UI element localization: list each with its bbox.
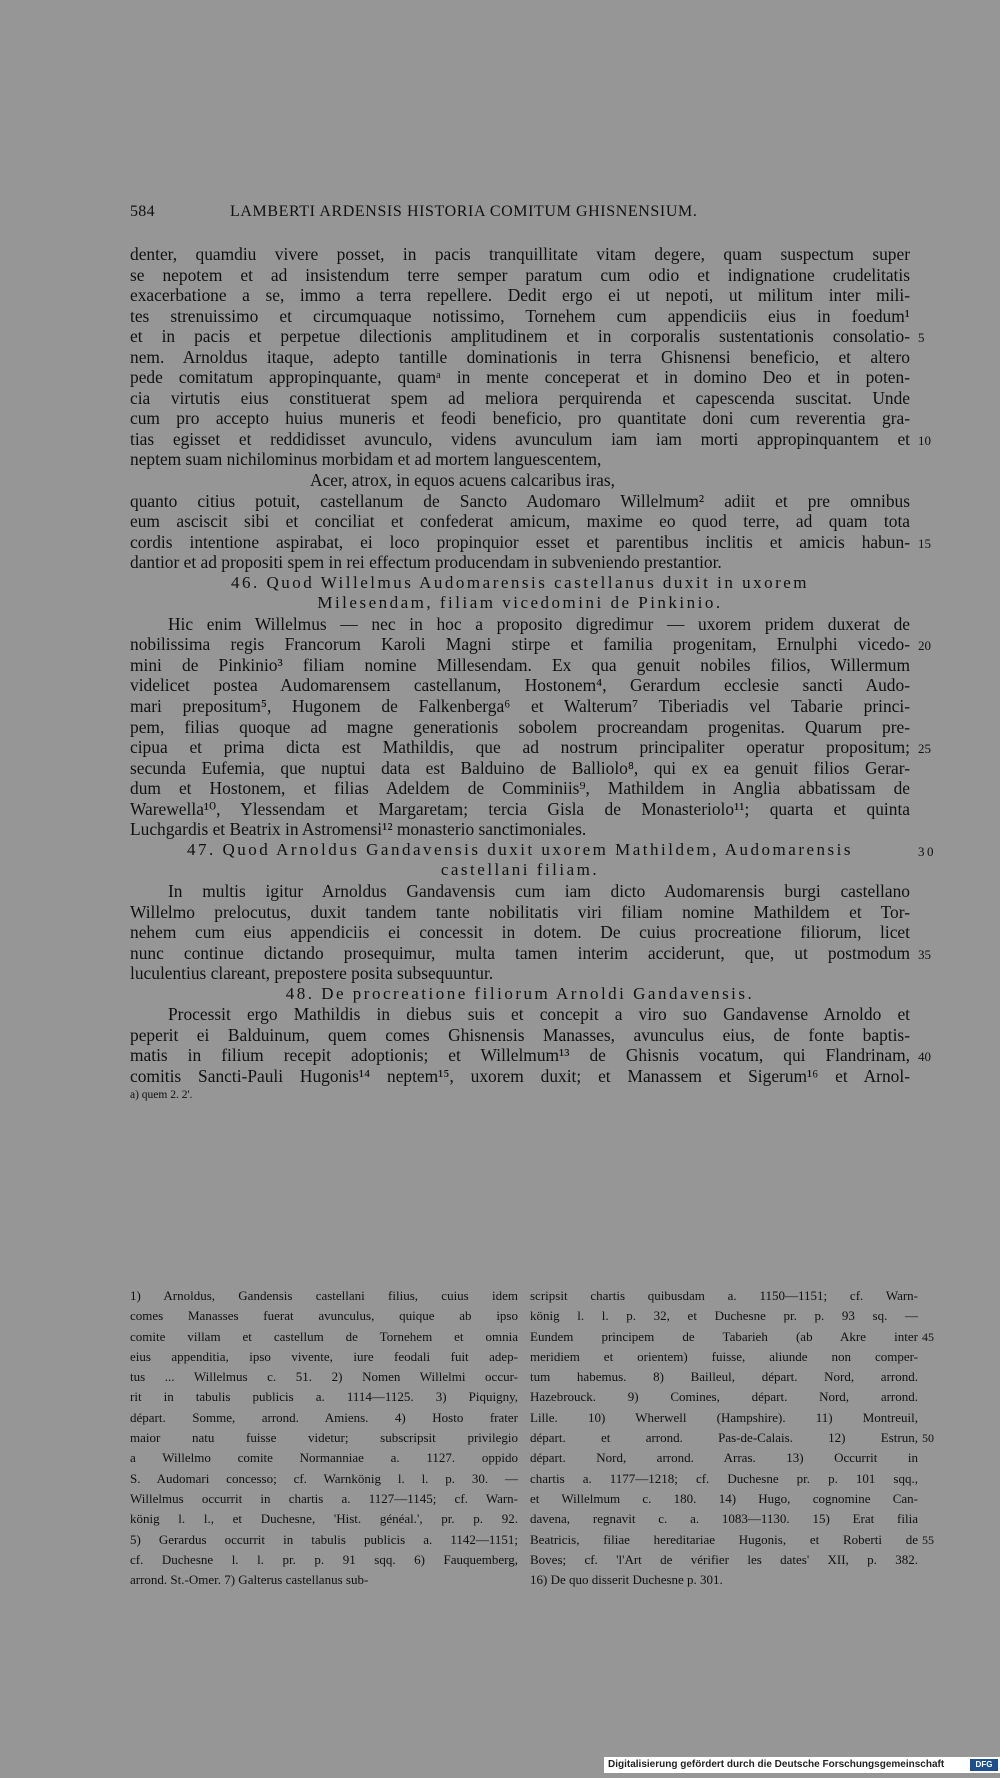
footnote-line	[130, 1286, 518, 1306]
text-line-text: nunc continue dictando prosequimur, multa tamen interim acciderunt, que, ut postmodum	[130, 942, 910, 963]
footnote-line-text: könig l. l., et Duchesne, 'Hist. généal.', pr. p. 92.	[130, 1511, 518, 1527]
text-line-text: nehem cum eius appendiciis ei concessit in dotem. De cuius procreatione filiorum, licet	[130, 922, 910, 943]
text-line-text: cordis intentione aspirabat, ei loco propinquior esset et parentibus inclitis et amicis habun-	[130, 531, 910, 552]
line-number: 20	[918, 638, 931, 654]
text-line-text: pede comitatum appropinquante, quamᵃ in mente conceperat et in domino Deo et in poten-	[130, 367, 910, 388]
text-line	[130, 942, 931, 964]
text-line	[130, 244, 910, 265]
text-line	[130, 717, 910, 738]
text-line	[130, 1045, 931, 1066]
footnote-line-text: comite villam et castellum de Tornehem et omnia	[130, 1328, 518, 1344]
footnote-line-text: eius appenditia, ipso vivente, iure feodali fuit adep-	[130, 1348, 518, 1364]
text-line-text: videlicet postea Audomarensem castellanum, Hostonem⁴, Gerardum ecclesie sancti Audo-	[130, 675, 910, 696]
footnote-line-text: könig l. l. p. 32, et Duchesne pr. p. 93 sq. —	[530, 1308, 918, 1324]
text-line	[130, 963, 910, 984]
footnote-line-text: Eundem principem de Tabarieh (ab Akre inter	[530, 1328, 918, 1344]
text-line-text: peperit ei Balduinum, quem comes Ghisnensis Manasses, avunculus eius, de fonte baptis-	[130, 1024, 910, 1045]
text-line-text: secunda Eufemia, que nuptui data est Balduino de Balliolo⁸, qui ex ea genuit filios Gerar-	[130, 757, 910, 778]
text-line-text: luculentius clareant, prepostere posita subsequuntur.	[130, 963, 494, 984]
footnote-line	[130, 1448, 518, 1468]
running-title: LAMBERTI ARDENSIS HISTORIA COMITUM GHISNENSIUM.	[230, 203, 698, 220]
footnote-line-text: scripsit chartis quibusdam a. 1150—1151; cf. Warn-	[530, 1288, 918, 1303]
footnote-line-text: départ. Somme, arrond. Amiens. 4) Hosto frater	[130, 1409, 518, 1425]
footnote-line	[130, 1367, 518, 1387]
footnote-line	[530, 1448, 918, 1468]
footnote-line	[130, 1306, 518, 1326]
footnote-line-text: 1) Arnoldus, Gandensis castellani filius, cuius idem	[130, 1288, 518, 1303]
footnote-line-text: comes Manasses fuerat avunculus, quique ab ipso	[130, 1308, 518, 1324]
footnote-line	[530, 1367, 918, 1387]
text-line	[130, 367, 910, 388]
text-line	[130, 531, 931, 553]
line-number: 15	[918, 535, 931, 551]
text-line	[130, 428, 931, 450]
footnote-line-text: davena, regnavit c. a. 1083—1130. 15) Erat filia	[530, 1511, 918, 1527]
chapter-47-text	[130, 880, 931, 984]
chapter-heading-47	[130, 839, 936, 881]
line-number: 10	[918, 432, 931, 448]
text-line	[130, 347, 910, 368]
footnote-line-text: 5) Gerardus occurrit in tabulis publicis a. 1142—1151;	[130, 1531, 518, 1547]
text-line	[130, 1066, 910, 1087]
footnote-line	[130, 1347, 518, 1367]
text-line-text: quanto citius potuit, castellanum de Sancto Audomaro Willelmum² adiit et pre omnibus	[130, 490, 910, 511]
text-line-text: dantior et ad propositi spem in rei effectum producendam in subveniendo prestantior.	[130, 552, 722, 573]
footnote-line-text: arrond. St.-Omer. 7) Galterus castellanus sub-	[130, 1572, 369, 1588]
line-number: 5	[918, 330, 925, 346]
paragraph-continuation	[130, 244, 931, 573]
text-line-text: In multis igitur Arnoldus Gandavensis cum iam dicto Audomarensis burgi castellano	[168, 880, 910, 901]
text-line	[130, 408, 910, 429]
footnote-line	[130, 1530, 518, 1550]
main-text	[130, 244, 936, 1104]
text-line	[130, 737, 931, 758]
footnote-line	[130, 1570, 518, 1590]
text-line-text: se nepotem et ad insistendum terre semper paratum cum odio et indignatione crudelitatis	[130, 264, 910, 285]
text-line-text: Willelmo prelocutus, duxit tandem tante nobilitatis viri filiam nomine Mathildem et Tor-	[130, 901, 910, 922]
digitization-footer	[604, 1757, 1000, 1773]
dfg-logo: DFG	[970, 1759, 998, 1771]
line-number: 50	[922, 1431, 934, 1446]
chapter-heading-46	[130, 573, 910, 614]
footnote-line	[530, 1509, 918, 1529]
footnote-line-text: départ. Nord, arrond. Arras. 13) Occurrit in	[530, 1450, 918, 1466]
text-line-text: Acer, atrox, in equos acuens calcaribus iras,	[310, 470, 615, 491]
text-line-text: nem. Arnoldus itaque, adepto tantille dominationis in terra Ghisnensi beneficio, et altero	[130, 346, 910, 367]
text-line-text: exacerbatione a se, immo a terra repellere. Dedit ergo ei ut nepoti, ut militum inter mili-	[130, 285, 910, 306]
text-line	[130, 819, 910, 840]
text-line	[130, 306, 910, 327]
footnote-line-text: a Willelmo comite Normanniae a. 1127. oppido	[130, 1450, 518, 1466]
footnote-line-text: Hazebrouck. 9) Comines, départ. Nord, arrond.	[530, 1389, 918, 1405]
footnote-line	[530, 1550, 918, 1570]
footnote-line-text: cf. Duchesne l. l. pr. p. 91 sqq. 6) Fauquemberg,	[130, 1551, 518, 1567]
footnote-line	[530, 1387, 918, 1407]
line-number: 55	[922, 1532, 934, 1547]
text-line-text: Luchgardis et Beatrix in Astromensi¹² monasterio sanctimoniales.	[130, 819, 587, 840]
text-line-text: mari prepositum⁵, Hugonem de Falkenberga⁶ et Walterum⁷ Tiberiadis vel Tabarie princi-	[130, 696, 910, 717]
footnote-line	[530, 1327, 934, 1347]
footnotes-left-column	[130, 1286, 518, 1590]
text-line-text: neptem suam nichilominus morbidam et ad mortem languescentem,	[130, 449, 602, 470]
text-line-text: tes strenuissimo et circumquaque notissimo, Tornehem cum appendiciis eius in foedum¹	[130, 305, 910, 326]
chapter-heading-48	[130, 984, 910, 1005]
footnote-line	[530, 1570, 918, 1590]
footnote-line	[530, 1408, 918, 1428]
text-line-text: mini de Pinkinio³ filiam nomine Millesendam. Ex qua genuit nobiles filios, Willermum	[130, 654, 910, 675]
line-number: 35	[918, 946, 931, 962]
footnote-line-text: meridiem et orientem) fuisse, aliunde non comper-	[530, 1348, 918, 1364]
line-number: 30	[918, 843, 936, 859]
line-number: 45	[922, 1329, 934, 1344]
line-number: 40	[918, 1049, 931, 1065]
text-line-text: Hic enim Willelmus — nec in hoc a proposito digredimur — uxorem pridem duxerat de	[168, 613, 910, 634]
footnote-line-text: chartis a. 1177—1218; cf. Duchesne pr. p. 101 sqq.,	[530, 1470, 918, 1486]
text-line-text: et in pacis et perpetue dilectionis amplitudinem et in corporalis sustentationis consolatio-	[130, 326, 910, 347]
text-line	[130, 922, 910, 943]
text-line-text: cia virtutis eius constituerat spem ad meliora perquirenda et capescenda suscitat. Unde	[130, 387, 910, 408]
line-number: 25	[918, 741, 931, 757]
footnote-line	[130, 1489, 518, 1509]
text-line	[130, 614, 910, 635]
heading-line: castellani filiam.	[440, 860, 600, 880]
footnote-line-text: Willelmus occurrit in chartis a. 1127—1145; cf. Warn-	[130, 1490, 518, 1506]
footnote-line	[530, 1530, 934, 1550]
text-line	[130, 285, 910, 306]
footnote-line	[130, 1327, 518, 1347]
footnote-line	[530, 1286, 918, 1306]
footer-text: Digitalisierung gefördert durch die Deutsche Forschungsgemeinschaft	[608, 1759, 945, 1770]
text-line-text: denter, quamdiu vivere posset, in pacis tranquillitate vitam degere, quam suspectum super	[130, 244, 910, 264]
text-line-text: matis in filium recepit adoptionis; et Willelmum¹³ de Ghisnis vocatum, qui Flandrinam,	[130, 1045, 910, 1066]
footnote-line	[130, 1550, 518, 1570]
text-line	[130, 1004, 910, 1025]
text-line	[130, 655, 910, 676]
text-line	[130, 326, 925, 347]
variant-note: a) quem 2. 2'.	[130, 1089, 193, 1102]
text-line	[130, 449, 910, 470]
text-line	[130, 1025, 910, 1046]
text-line	[130, 388, 910, 409]
footnote-line	[130, 1469, 518, 1489]
text-line-text: cipua et prima dicta est Mathildis, que ad nostrum principaliter operatur propositum;	[130, 737, 910, 758]
footnote-line-text: 16) De quo disserit Duchesne p. 301.	[530, 1572, 723, 1588]
footnote-line-text: maior natu fuisse videtur; subscripsit privilegio	[130, 1430, 518, 1446]
footnote-line	[130, 1509, 518, 1529]
heading-line	[130, 839, 936, 861]
footnote-line	[530, 1347, 918, 1367]
heading-line-text: 47. Quod Arnoldus Gandavensis duxit uxorem Mathildem, Audomarensis	[187, 839, 853, 859]
footnote-line	[530, 1469, 918, 1489]
footnote-line-text: rit in tabulis publicis a. 1114—1125. 3) Piquigny,	[130, 1389, 518, 1405]
text-line-text: dum et Hostonem, et filias Adeldem de Comminiis⁹, Mathildem in Anglia abbatissam de	[130, 778, 910, 799]
heading-line: 46. Quod Willelmus Audomarensis castellanus duxit in uxorem	[230, 572, 810, 592]
text-line	[130, 778, 910, 799]
footnote-line-text: Beatricis, filiae hereditariae Hugonis, et Roberti de	[530, 1531, 918, 1547]
heading-line: Milesendam, filiam vicedomini de Pinkinio.	[317, 593, 723, 613]
text-line	[130, 552, 910, 573]
text-line-text: comitis Sancti-Pauli Hugonis¹⁴ neptem¹⁵, uxorem duxit; et Manassem et Sigerum¹⁶ et Arnol-	[130, 1065, 910, 1086]
footnote-line-text: départ. et arrond. Pas-de-Calais. 12) Estrun,	[530, 1430, 918, 1446]
text-line	[130, 675, 910, 696]
footnote-line-text: tum habemus. 8) Bailleul, départ. Nord, arrond.	[530, 1369, 918, 1385]
chapter-46-text	[130, 613, 931, 840]
page-number: 584	[130, 203, 155, 220]
text-line-text: cum pro accepto huius muneris et feodi beneficio, pro quantitate doni cum reverentia gra-	[130, 408, 910, 429]
text-line	[130, 511, 910, 532]
text-line-text: nobilissima regis Francorum Karoli Magni stirpe et familia progenitam, Ernulphi vicedo-	[130, 634, 910, 655]
footnote-line	[530, 1428, 934, 1448]
text-line	[130, 491, 910, 512]
footnote-line	[530, 1306, 918, 1326]
text-line	[130, 696, 910, 717]
text-line	[130, 881, 910, 902]
chapter-48-text	[130, 1004, 931, 1086]
text-line-text: Warewella¹⁰, Ylessendam et Margaretam; tercia Gisla de Monasteriolo¹¹; quarta et quinta	[130, 798, 910, 819]
text-line-text: eum asciscit sibi et conciliat et confederat amicum, maxime eo quod terre, ad quam tota	[130, 511, 910, 532]
footnotes-right-column	[530, 1286, 934, 1590]
text-line	[130, 758, 910, 779]
footnote-line	[130, 1428, 518, 1448]
text-line	[130, 265, 910, 286]
text-line	[130, 799, 910, 820]
text-line	[130, 902, 910, 923]
text-line	[130, 634, 931, 655]
footnote-line-text: Boves; cf. 'l'Art de vérifier les dates' XII, p. 382.	[530, 1551, 918, 1567]
footnote-line-text: tus ... Willelmus c. 51. 2) Nomen Willelmi occur-	[130, 1369, 518, 1385]
footnote-line	[130, 1408, 518, 1428]
footnote-line	[530, 1489, 918, 1509]
footnote-line	[130, 1387, 518, 1407]
text-line-text: pem, filias quoque ad magne generationis sobolem procreandam progenitas. Quarum pre-	[130, 716, 910, 737]
footnote-line-text: Lille. 10) Wherwell (Hampshire). 11) Montreuil,	[530, 1409, 918, 1425]
footnote-line-text: S. Audomari concesso; cf. Warnkönig l. l. p. 30. —	[130, 1470, 518, 1486]
text-line	[130, 470, 910, 491]
heading-line: 48. De procreatione filiorum Arnoldi Gandavensis.	[285, 983, 755, 1003]
text-line-text: Processit ergo Mathildis in diebus suis et concepit a viro suo Gandavense Arnoldo et	[168, 1004, 910, 1025]
text-line-text: tias egisset et reddidisset avunculo, videns avunculum iam iam morti appropinquantem et	[130, 428, 910, 449]
footnote-line-text: et Willelmum c. 180. 14) Hugo, cognomine Can-	[530, 1490, 918, 1506]
